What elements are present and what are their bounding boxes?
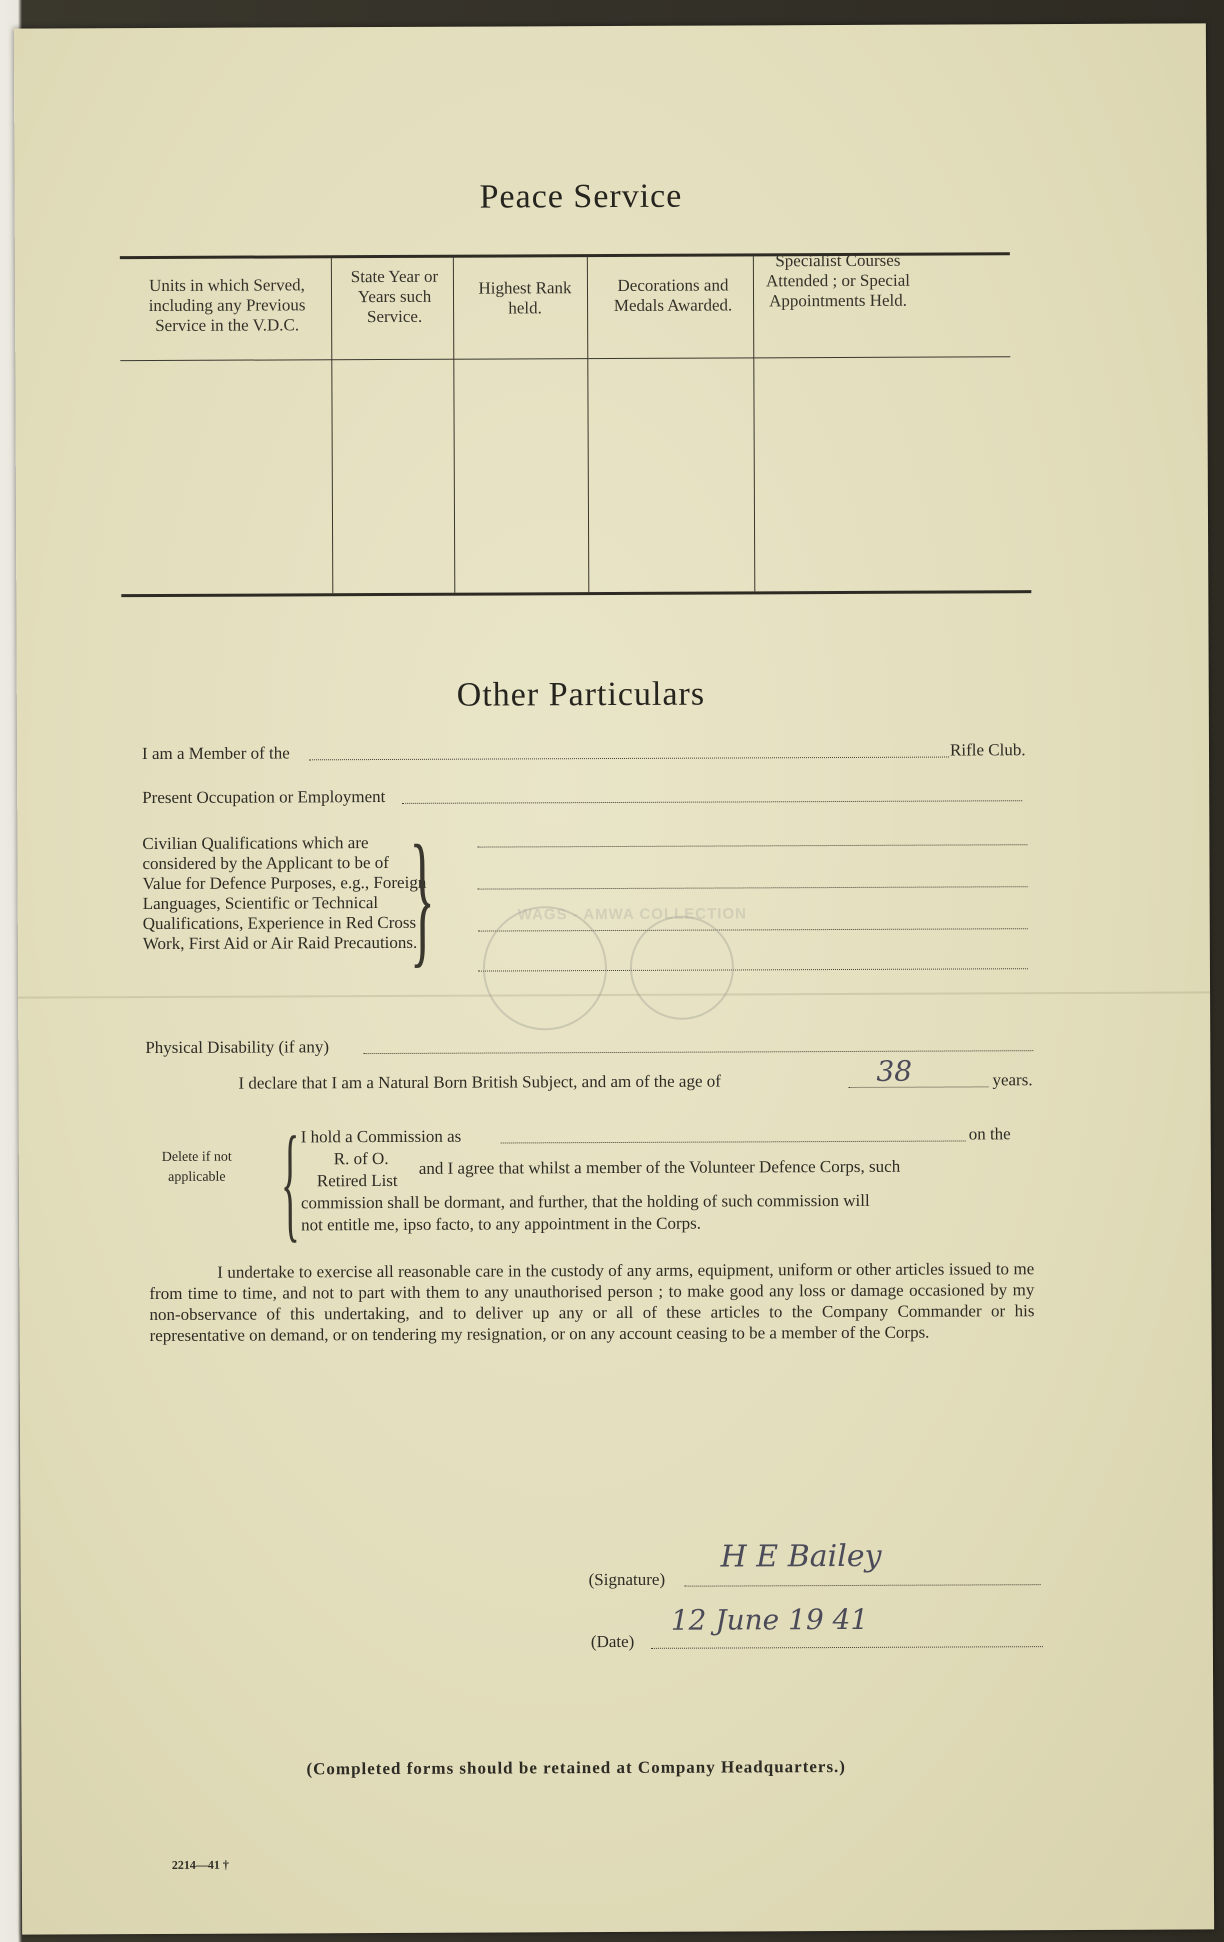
col-specialist-header: Specialist Courses Attended ; or Special Appointments Held. <box>765 250 910 311</box>
table-bottom-rule <box>121 590 1031 597</box>
disability-field[interactable] <box>363 1050 1033 1054</box>
qualifications-field-2[interactable] <box>478 886 1028 889</box>
member-suffix: Rifle Club. <box>949 740 1026 760</box>
commission-line-3: commission shall be dormant, and further, that the holding of such commission will <box>300 1190 870 1213</box>
peace-service-heading: Peace Service <box>479 177 683 216</box>
other-particulars-heading: Other Particulars <box>456 675 706 714</box>
col-divider-4 <box>753 255 755 591</box>
col-divider-1 <box>331 257 333 593</box>
col-decorations-header: Decorations and Medals Awarded. <box>613 275 733 315</box>
age-handwritten: 38 <box>876 1054 913 1088</box>
form-code: 2214—41 † <box>171 1857 229 1872</box>
occupation-field[interactable] <box>402 800 1022 804</box>
signature-field[interactable] <box>685 1584 1041 1587</box>
commission-line-1: I hold a Commission as <box>300 1126 462 1147</box>
declaration-text: I declare that I am a Natural Born British Subject, and am of the age of <box>238 1071 721 1093</box>
commission-line-1-suffix: on the <box>968 1124 1011 1144</box>
undertaking-paragraph: I undertake to exercise all reasonable care in the custody of any arms, equipment, uniform or other articles issued to me from time to time, and not to part with them to any unauthorised person ; to make good any loss or damage occasioned by my non-observance of this undertaking, and to deliver up any or all of these articles to the Company Commander or his representative on demand, or on tendering my resignation, or on any account ceasing to be a member of the Corps. <box>149 1259 1035 1346</box>
commission-rank-field[interactable] <box>501 1140 966 1143</box>
delete-if-not-applicable: Delete if not applicable <box>161 1149 232 1185</box>
col-divider-2 <box>453 257 455 593</box>
civilian-qualifications-label: Civilian Qualifications which are considered by the Applicant to be of Value for Defence Purposes, e.g., Foreign Languages, Scientific or Technical Qualifications, Experience in Red Cross Work, First Aid or Air Raid Precautions. <box>142 833 427 954</box>
col-units-header: Units in which Served, including any Previous Service in the V.D.C. <box>148 275 306 335</box>
commission-line-4: not entitle me, ipso facto, to any appointment in the Corps. <box>301 1213 702 1235</box>
table-header-rule <box>120 356 1010 361</box>
occupation-label: Present Occupation or Employment <box>142 786 386 808</box>
footer-note: (Completed forms should be retained at Company Headquarters.) <box>306 1756 846 1779</box>
watermark-text: WAGS - AMWA COLLECTION <box>517 905 747 924</box>
commission-retired-list: Retired List <box>316 1170 398 1191</box>
qualifications-field-1[interactable] <box>477 844 1027 847</box>
commission-brace: { <box>280 1110 300 1255</box>
disability-label: Physical Disability (if any) <box>145 1037 330 1058</box>
col-years-header: State Year or Years such Service. <box>350 266 439 327</box>
fold-crease <box>18 991 1210 998</box>
date-label: (Date) <box>590 1631 635 1652</box>
age-field[interactable] <box>848 1086 988 1088</box>
signature-handwritten: H E Bailey <box>720 1538 882 1575</box>
declaration-suffix: years. <box>992 1070 1033 1090</box>
qualifications-brace: } <box>409 814 436 981</box>
member-label: I am a Member of the <box>141 743 290 764</box>
commission-ro: R. of O. <box>333 1148 389 1169</box>
form-sheet <box>14 23 1214 1934</box>
watermark-stamp-left <box>483 906 608 1031</box>
signature-label: (Signature) <box>588 1569 666 1590</box>
commission-line-2: and I agree that whilst a member of the Volunteer Defence Corps, such <box>418 1156 901 1178</box>
date-field[interactable] <box>651 1646 1043 1649</box>
col-rank-header: Highest Rank held. <box>478 278 572 318</box>
member-club-field[interactable] <box>309 757 949 761</box>
watermark-stamp-right <box>630 915 734 1019</box>
date-handwritten: 12 June 19 41 <box>670 1602 869 1637</box>
